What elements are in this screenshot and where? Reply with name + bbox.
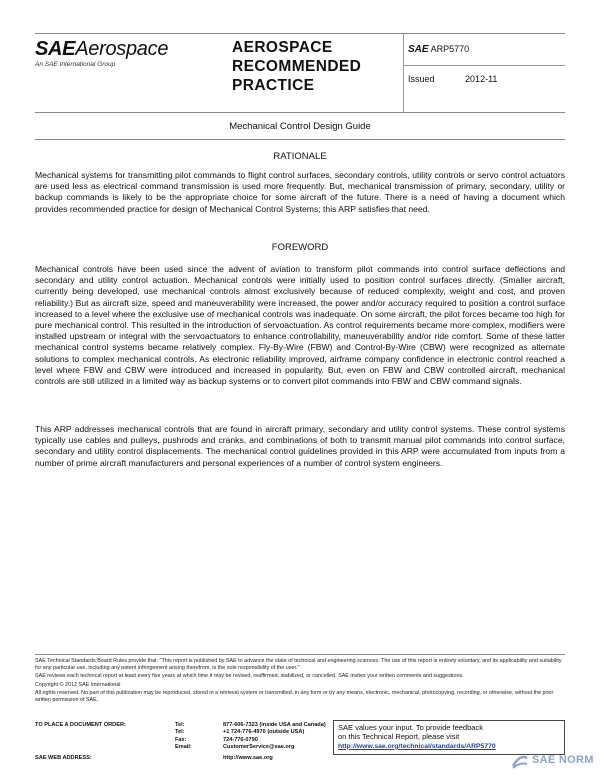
foreword-paragraph-1: Mechanical controls have been used since the advent of aviation to transform pilot commands into control surface deflections and secondary and utility control actuation. Mechanical controls were initially used to position control surfaces directly. (Smaller aircraft, currently being developed, use mechanical controls almost exclusively because of reduced complexity, weight and cost, and proven reliability.) But as aircraft size, speed and maneuverability were increased, the power and/or accuracy required to position a control surface increased to a level where the exclusive use of mechanical controls was inadequate. On some aircraft, the pilot forces became too high for pure mechanical control. This resulted in the introduction of servoactuation. As control requirements became more complex, modifiers were installed upstream or integral with the servoactuators to enhance controllability, maneuverability and/or ride comfort. Some of these latter mechanical control systems became relatively complex. Fly-By-Wire (FBW) and Control-By-Wire (CBW) were recognized as alternate solutions to complex mechanical controls. As electronic reliability improved, airframe company confidence in electronic control reached a level where FBW and CBW were introduced and increased in popularity. But, even on FBW and CBW controlled aircraft, mechanical controls are still utilized in a limited way as backup systems or to convert pilot commands into FBW and CBW command signals.	[35, 264, 565, 387]
watermark-logo-icon	[510, 752, 530, 772]
logo-subtitle: An SAE International Group	[35, 61, 116, 68]
foreword-heading: FOREWORD	[271, 242, 329, 253]
web-address-value: http://www.sae.org	[223, 755, 273, 761]
title-line-2: RECOMMENDED	[232, 58, 362, 75]
logo-sae: SAE	[35, 38, 76, 60]
doc-number-value: ARP5770	[430, 44, 470, 54]
footer-note: SAE Technical Standards Board Rules provide that: "This report is published by SAE to advance the state of technical and engineering sciences. The use of this report is entirely voluntary, and its applicability and suitability for any particular use, including any patent infringement arising therefrom, is the sole responsibility of the user."	[35, 658, 562, 671]
footer-note: All rights reserved. No part of this publication may be reproduced, stored in a retrieval system or transmitted, in any form or by any means, electronic, mechanical, photocopying, recording, or otherwise, without the prior written permission of SAE.	[35, 690, 554, 703]
title-line-3: PRACTICE	[232, 77, 315, 94]
feedback-box	[333, 720, 565, 755]
document-id-block	[403, 34, 565, 113]
issued-date: 2012-11	[465, 74, 498, 84]
footer-notes	[35, 654, 565, 706]
order-contacts	[35, 722, 335, 772]
document-type-title	[232, 38, 400, 95]
order-label: TO PLACE A DOCUMENT ORDER:	[35, 722, 126, 728]
contact-key: Tel:	[175, 722, 185, 728]
contact-email: CustomerService@sae.org	[223, 744, 295, 751]
contact-key: Email:	[175, 744, 192, 751]
rationale-paragraph: Mechanical systems for transmitting pilot commands to flight control surfaces, secondary controls, utility controls or servo control actuators are used less as electrical command transmission is used more frequently. But, mechanical transmission of primary, secondary, utility or backup commands is likely to be the appropriate choice for some aircraft of the future. There is a need of having a document which provides recommended practice for design of Mechanical Control Systems; this ARP satisfies that need.	[35, 170, 565, 214]
feedback-link[interactable]: http://www.sae.org/technical/standards/ARP5770	[338, 742, 496, 750]
contact-value: +1 724-776-4970 (outside USA)	[223, 729, 305, 736]
foreword-paragraph-2: This ARP addresses mechanical controls that are found in aircraft primary, secondary and utility control systems. These control systems typically use cables and pulleys, pushrods and cranks, and combinations of both to transmit manual pilot commands into control surface, secondary and utility control displacements. The mechanical control guidelines provided in this ARP were accumulated from inputs from a number of prime aircraft manufacturers and personal experiences of a number of control system engineers.	[35, 424, 565, 468]
title-line-1: AEROSPACE	[232, 39, 333, 56]
feedback-line-2: on this Technical Report, please visit	[338, 732, 460, 742]
sae-norm-watermark	[510, 752, 595, 774]
footer-note: SAE reviews each technical report at least every five years at which time it may be revised, reaffirmed, stabilized, or cancelled. SAE invites your written comments and suggestions.	[35, 673, 464, 680]
copyright-note: Copyright © 2012 SAE International	[35, 681, 121, 688]
issued-label: Issued	[408, 74, 435, 84]
document-title: Mechanical Control Design Guide	[35, 113, 565, 140]
web-address-label: SAE WEB ADDRESS:	[35, 755, 92, 761]
contact-key: Tel:	[175, 729, 185, 736]
rationale-heading: RATIONALE	[273, 151, 327, 162]
issued-row	[408, 74, 497, 84]
sae-aerospace-logo	[35, 38, 220, 68]
logo-wordmark	[35, 38, 220, 60]
contact-key: Fax:	[175, 736, 187, 743]
document-header	[35, 33, 565, 113]
watermark-text: SAE NORM	[532, 754, 594, 766]
logo-aerospace: Aerospace	[75, 38, 169, 60]
document-number	[404, 34, 565, 66]
doc-org: SAE	[408, 44, 429, 55]
feedback-line-1: SAE values your input. To provide feedback	[338, 723, 483, 732]
contact-value: 877-606-7323 (inside USA and Canada)	[223, 722, 326, 728]
contact-value: 724-776-0790	[223, 736, 258, 743]
